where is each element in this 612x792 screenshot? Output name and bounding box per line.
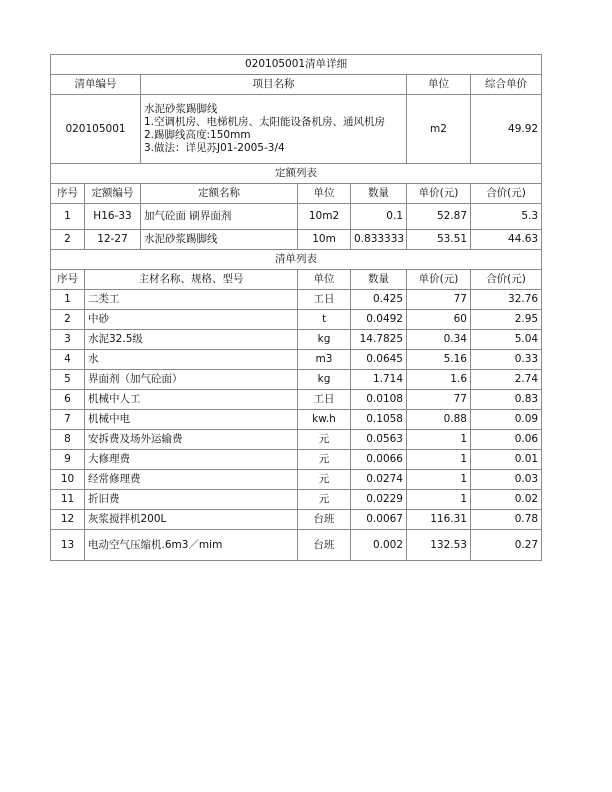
list-qty: 0.1058 (351, 410, 407, 430)
list-qty: 0.0645 (351, 350, 407, 370)
list-total: 0.06 (471, 430, 542, 450)
list-total: 0.03 (471, 470, 542, 490)
list-qty: 0.0067 (351, 510, 407, 530)
list-unit: 工日 (298, 390, 351, 410)
list-unit: kw.h (298, 410, 351, 430)
list-header-qty: 数量 (351, 270, 407, 290)
list-qty: 0.425 (351, 290, 407, 310)
list-unit: t (298, 310, 351, 330)
quota-price: 52.87 (407, 204, 471, 230)
list-total: 0.27 (471, 530, 542, 561)
list-no: 3 (51, 330, 85, 350)
quota-qty: 0.833333 (351, 230, 407, 250)
list-name: 经常修理费 (85, 470, 298, 490)
list-row (51, 430, 542, 450)
list-price: 1.6 (407, 370, 471, 390)
quota-header-no: 序号 (51, 184, 85, 204)
list-no: 1 (51, 290, 85, 310)
list-name: 大修理费 (85, 450, 298, 470)
list-no: 4 (51, 350, 85, 370)
quota-code: 12-27 (85, 230, 141, 250)
list-no: 13 (51, 530, 85, 561)
quota-name: 水泥砂浆踢脚线 (141, 230, 298, 250)
list-unit: 工日 (298, 290, 351, 310)
list-name: 界面剂（加气砼面） (85, 370, 298, 390)
list-price: 77 (407, 390, 471, 410)
list-total: 0.01 (471, 450, 542, 470)
list-unit: 台班 (298, 510, 351, 530)
list-price: 116.31 (407, 510, 471, 530)
list-qty: 0.0229 (351, 490, 407, 510)
list-price: 5.16 (407, 350, 471, 370)
list-no: 9 (51, 450, 85, 470)
list-header-price: 单价(元) (407, 270, 471, 290)
list-price: 0.34 (407, 330, 471, 350)
list-no: 2 (51, 310, 85, 330)
list-total: 2.95 (471, 310, 542, 330)
list-price: 132.53 (407, 530, 471, 561)
item-description-line: 水泥砂浆踢脚线 (144, 103, 218, 115)
list-unit: 元 (298, 470, 351, 490)
list-unit: 元 (298, 490, 351, 510)
list-total: 32.76 (471, 290, 542, 310)
list-row (51, 490, 542, 510)
list-price: 1 (407, 450, 471, 470)
list-price: 1 (407, 490, 471, 510)
list-no: 6 (51, 390, 85, 410)
list-price: 77 (407, 290, 471, 310)
header-price: 综合单价 (471, 75, 542, 95)
quota-no: 2 (51, 230, 85, 250)
list-no: 12 (51, 510, 85, 530)
list-name: 水 (85, 350, 298, 370)
list-total: 5.04 (471, 330, 542, 350)
list-name: 机械中电 (85, 410, 298, 430)
list-name: 机械中人工 (85, 390, 298, 410)
list-header-total: 合价(元) (471, 270, 542, 290)
quota-row (51, 230, 542, 250)
list-name: 水泥32.5级 (85, 330, 298, 350)
list-row (51, 450, 542, 470)
list-no: 8 (51, 430, 85, 450)
quota-price: 53.51 (407, 230, 471, 250)
quota-name: 加气砼面 刷界面剂 (141, 204, 298, 230)
list-qty: 0.002 (351, 530, 407, 561)
header-unit: 单位 (407, 75, 471, 95)
list-name: 安拆费及场外运输费 (85, 430, 298, 450)
header-code: 清单编号 (51, 75, 141, 95)
header-name: 项目名称 (141, 75, 407, 95)
list-header-no: 序号 (51, 270, 85, 290)
quota-unit: 10m2 (298, 204, 351, 230)
list-total: 0.02 (471, 490, 542, 510)
quota-no: 1 (51, 204, 85, 230)
list-qty: 1.714 (351, 370, 407, 390)
list-qty: 0.0108 (351, 390, 407, 410)
list-qty: 0.0563 (351, 430, 407, 450)
list-name: 折旧费 (85, 490, 298, 510)
list-unit: kg (298, 330, 351, 350)
list-unit: kg (298, 370, 351, 390)
list-total: 2.74 (471, 370, 542, 390)
quota-header-qty: 数量 (351, 184, 407, 204)
item-unit: m2 (407, 95, 471, 164)
list-row (51, 530, 542, 561)
quota-header-name: 定额名称 (141, 184, 298, 204)
list-row (51, 370, 542, 390)
list-price: 1 (407, 430, 471, 450)
quota-section-title: 定额列表 (51, 164, 542, 184)
quota-row (51, 204, 542, 230)
item-description-line: 1.空调机房、电梯机房、太阳能设备机房、通风机房 (144, 116, 386, 128)
item-description-line: 3.做法：详见苏J01-2005-3/4 (144, 142, 285, 154)
list-no: 10 (51, 470, 85, 490)
list-qty: 0.0066 (351, 450, 407, 470)
list-qty: 0.0492 (351, 310, 407, 330)
list-price: 0.88 (407, 410, 471, 430)
list-section-title: 清单列表 (51, 250, 542, 270)
list-row (51, 410, 542, 430)
item-code: 020105001 (51, 95, 141, 164)
list-name: 电动空气压缩机.6m3／mim (85, 530, 298, 561)
list-name: 中砂 (85, 310, 298, 330)
list-row (51, 290, 542, 310)
list-row (51, 510, 542, 530)
list-price: 60 (407, 310, 471, 330)
list-row (51, 310, 542, 330)
page-title: 020105001清单详细 (51, 55, 542, 75)
quota-unit: 10m (298, 230, 351, 250)
list-total: 0.83 (471, 390, 542, 410)
item-description (141, 95, 407, 164)
list-header-name: 主材名称、规格、型号 (85, 270, 298, 290)
bill-detail-table (50, 54, 542, 561)
list-row (51, 390, 542, 410)
list-name: 灰浆搅拌机200L (85, 510, 298, 530)
list-row (51, 330, 542, 350)
list-unit: 元 (298, 430, 351, 450)
list-price: 1 (407, 470, 471, 490)
quota-total: 44.63 (471, 230, 542, 250)
list-unit: 台班 (298, 530, 351, 561)
list-name: 二类工 (85, 290, 298, 310)
list-total: 0.78 (471, 510, 542, 530)
item-price: 49.92 (471, 95, 542, 164)
list-unit: m3 (298, 350, 351, 370)
list-unit: 元 (298, 450, 351, 470)
list-total: 0.33 (471, 350, 542, 370)
item-description-line: 2.踢脚线高度:150mm (144, 129, 251, 141)
quota-header-code: 定额编号 (85, 184, 141, 204)
quota-header-total: 合价(元) (471, 184, 542, 204)
list-no: 7 (51, 410, 85, 430)
list-total: 0.09 (471, 410, 542, 430)
list-no: 5 (51, 370, 85, 390)
list-row (51, 350, 542, 370)
list-header-unit: 单位 (298, 270, 351, 290)
quota-header-price: 单价(元) (407, 184, 471, 204)
quota-total: 5.3 (471, 204, 542, 230)
list-row (51, 470, 542, 490)
list-no: 11 (51, 490, 85, 510)
quota-qty: 0.1 (351, 204, 407, 230)
list-qty: 14.7825 (351, 330, 407, 350)
quota-code: H16-33 (85, 204, 141, 230)
list-qty: 0.0274 (351, 470, 407, 490)
quota-header-unit: 单位 (298, 184, 351, 204)
